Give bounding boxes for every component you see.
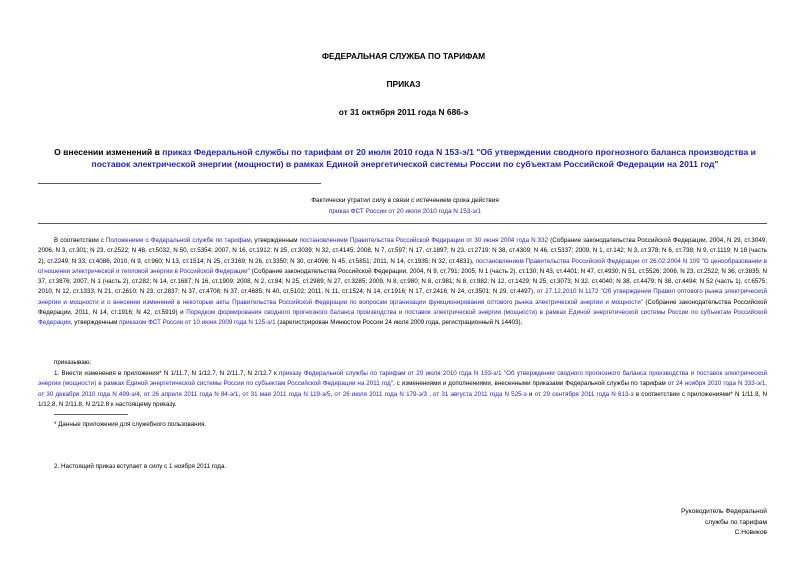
- item1-link[interactable]: от 29 сентября 2011 года N 613-э: [534, 390, 634, 398]
- item1-link[interactable]: от 26 июля 2011 года N 179-э/3: [334, 390, 427, 398]
- signature-name: С.Новиков: [734, 529, 767, 536]
- preamble-link[interactable]: постановлением Правительства Российской Федерации от 30 июня 2004 года N 332: [299, 237, 549, 244]
- item1-text: в соответствии с приложениями* N 1/11.8, N 1/12.8, N 2/11.8, N 2/12.8 к настоящему приказу.: [38, 390, 767, 408]
- order-date-heading: от 31 октября 2011 года N 686-э: [338, 107, 469, 117]
- title-link[interactable]: приказ Федеральной службы по тарифам от 20 июля 2010 года N 153-э/1 "Об утверждении сводного прогнозного баланса производства и поставок электрической энергии (мощности) в рамках Единой энергетической системы России по субъектам Российской Федерации на 2011 год": [91, 147, 756, 169]
- item1-text: , с изменениями и дополнениями, внесенными приказами Федеральной службы по тарифам: [393, 380, 668, 388]
- order-type-heading: ПРИКАЗ: [386, 79, 421, 89]
- item1-text: ,: [238, 390, 243, 398]
- footnote-divider: [54, 414, 128, 415]
- footnote: * Данные приложения для служебного пользования.: [54, 421, 207, 428]
- preamble-text: , утвержденным: [70, 319, 120, 327]
- preamble-text: (Собрание законодательства Российской Федерации, 2004, N 29, ст.3049; 2006, N 3, ст.301; N 23, ст.2522; N 48, ст.5032, N 50, ст.5354; 2007, N 16, ст.1912; N 25, ст.3039; N 32, ст.4145; 2008, N 7, ст.597; N 17, ст.1897; N 23, ст.2719; N 38, ст.4309; N 46, ст.5337; 2009, N 1, ст.142; N 3, ст.378; N 6, ст.738; N 9, ст.1119; N 18 (часть 2), ст.2249; N 33, ст.4086; 2010, N 9, ст.960; N 13, ст.1514; N 25, ст.3169; N 26, ст.3350; N 30, ст.4096; N 45, ст.5851; 2011, N 14, ст.1935; N 32, ст.4831),: [38, 237, 768, 265]
- repeal-notice: [36, 195, 774, 217]
- preamble-link[interactable]: от 27.12.2010 N 1172 "Об утверждении Правил оптового рынка электрической энергии и мощности и о внесении изменений в некоторые акты Правительства Российской Федерации по вопросам организации функционирования оптового рынка электрической энергии и мощности": [38, 288, 767, 306]
- preamble-link[interactable]: Положением о Федеральной службе по тарифам: [105, 237, 251, 244]
- item1-link[interactable]: от 30 декабря 2010 года N 499-э/4: [38, 390, 140, 398]
- preamble-text: (Собрание законодательства Российской Федерации, 2011, N 14, ст.1916; N 42, ст.5919) и: [38, 298, 768, 317]
- document-title: [36, 146, 774, 170]
- order-item-2: 2. Настоящий приказ вступает в силу с 1 ноября 2011 года.: [54, 463, 227, 470]
- item1-link[interactable]: приказу Федеральной службы по тарифам от 20 июля 2010 года N 153-э/1 "Об утверждении сводного прогнозного баланса производства и поставок электрической энергии (мощности) в рамках Единой энергетической системы России по субъектам Российской Федерации на 2011 год": [38, 370, 767, 388]
- preamble-text: В соответствии с: [54, 237, 106, 244]
- item1-link[interactable]: от 24 ноября 2010 года N 333-э/1: [667, 380, 766, 388]
- item1-link[interactable]: от 26 апреля 2011 года N 84-э/1: [143, 390, 239, 398]
- order-item-1: [38, 369, 767, 410]
- divider-top: [38, 183, 321, 184]
- signature-block: [681, 507, 767, 539]
- signature-position-line2: службы по тарифам: [704, 518, 767, 526]
- item1-link[interactable]: от 31 мая 2011 года N 119-э/5: [242, 390, 331, 398]
- preamble-paragraph: [38, 236, 767, 329]
- preamble-text: (зарегистрирован Минюстом России 24 июля 2009 года, регистрационный N 14403),: [275, 319, 523, 327]
- signature-position-line1: Руководитель Федеральной: [681, 508, 767, 515]
- item1-text: ,: [139, 390, 144, 398]
- repeal-notice-text: Фактически утратил силу в связи с истечением срока действия: [311, 197, 499, 204]
- item1-link[interactable]: от 31 августа 2011 года N 525-э: [433, 390, 527, 398]
- orders-label: приказываю:: [54, 359, 92, 366]
- preamble-link[interactable]: приказом ФСТ России от 10 июня 2009 года N 125-э/1: [119, 319, 276, 327]
- preamble-link[interactable]: постановлением Правительства Российской Федерации от 26.02.2004 N 109 "О ценообразовании в отношении электрической и тепловой энергии в Российской Федерации": [38, 257, 768, 275]
- repeal-notice-link[interactable]: приказ ФСТ России от 20 июля 2010 года N 153-э/1: [328, 208, 482, 215]
- preamble-text: (Собрание законодательства Российской Федерации, 2004, N 9, ст.791; 2005, N 1 (часть 2), ст.130; N 43, ст.4401; N 47, ст.4930; N 51, ст.5526; 2006, N 23, ст.2522; N 36, ст.3835; N 37, ст.3876; 2007, N 1 (часть 2), ст.282; N 14, ст.1687; N 16, ст.1909; 2008, N 2, ст.84; N 25, ст.2989; N 27, ст.3285; 2009, N 8, ст.980; N 8, ст.981; N 8, ст.982; N 12, ст.1429; N 25, ст.3073; N 32, ст.4040; N 38, ст.4479; N 38, ст.4494; N 52 (часть 1), ст.6575; 2010, N 12, ст.1333; N 21, ст.2610; N 23, ст.2837; N 37, ст.4708; N 37, ст.4685; N 40, ст.5102; 2011, N 11, ст.1524; N 14, ст.1916; N 17, ст.2416; N 24, ст.3501; N 29, ст.4497),: [38, 267, 767, 296]
- preamble-text: , утвержденным: [250, 237, 300, 244]
- item1-text: и: [526, 390, 535, 398]
- preamble-link[interactable]: Порядком формирования сводного прогнозного баланса производства и поставок электрической энергии (мощности) в рамках Единой энергетической системы России по субъектам Российской Федерации: [38, 309, 767, 327]
- item1-text: ,: [427, 390, 434, 398]
- agency-heading: ФЕДЕРАЛЬНАЯ СЛУЖБА ПО ТАРИФАМ: [321, 51, 486, 61]
- item1-text: ,: [765, 380, 767, 388]
- item1-text: 1. Внести изменения в приложения* N 1/11.7, N 1/12.7, N 2/11.7, N 2/12.7 к: [54, 370, 279, 377]
- divider-middle: [38, 223, 767, 224]
- title-prefix: О внесении изменений в: [54, 147, 163, 157]
- item1-text: ,: [330, 390, 335, 398]
